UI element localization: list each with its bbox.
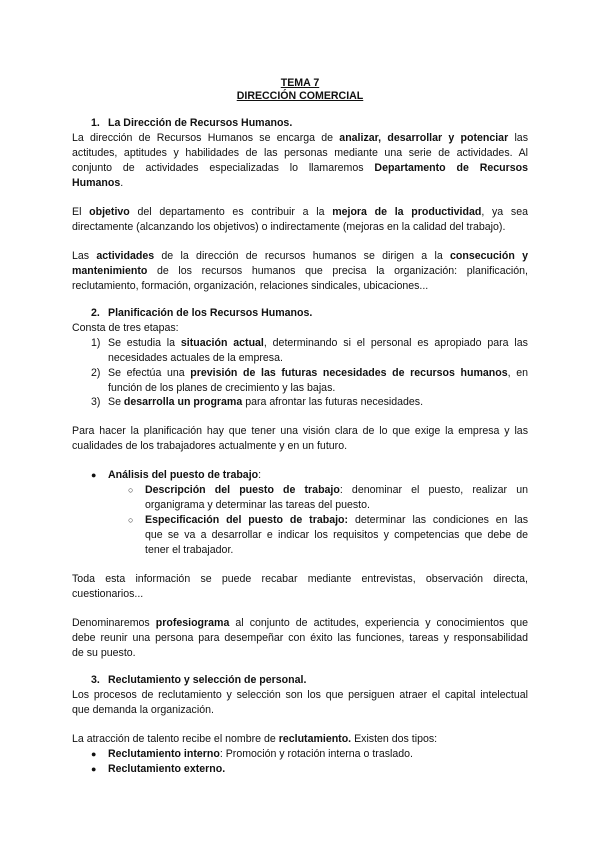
section-3-number: 3. [91,674,100,686]
paragraph-line: debe reunir una persona para desempeñar con éxito las funciones, tareas y responsabilidad [72,632,528,644]
paragraph-line: La dirección de Recursos Humanos se encarga de analizar, desarrollar y potenciar las [72,132,528,144]
paragraph-line: directamente (alcanzando los objetivos) o indirectamente (mejoras en la calidad del trabajo). [72,221,506,233]
step-number: 3) [91,396,101,408]
sub-item-line: Descripción del puesto de trabajo: denominar el puesto, realizar un [145,484,528,496]
list-item: Reclutamiento interno: Promoción y rotación interna o traslado. [108,748,413,760]
paragraph-line: La atracción de talento recibe el nombre de reclutamiento. Existen dos tipos: [72,733,438,745]
paragraph-line: Las actividades de la dirección de recursos humanos se dirigen a la consecución y [72,250,528,262]
paragraph-line: Para hacer la planificación hay que tener una visión clara de lo que exige la empresa y las [72,425,528,437]
section-3-heading: Reclutamiento y selección de personal. [108,674,307,686]
title-line-2: DIRECCIÓN COMERCIAL [236,90,364,102]
paragraph-line: mantenimiento de los recursos humanos que precisa la organización: planificación, [72,265,528,277]
paragraph-line: El objetivo del departamento es contribuir a la mejora de la productividad, ya sea [72,206,528,218]
paragraph-line: que demanda la organización. [72,704,214,716]
step-line: Se desarrolla un programa para afrontar las futuras necesidades. [108,396,424,408]
sub-item-line: tener el trabajador. [145,544,234,556]
step-number: 2) [91,367,101,379]
paragraph-line: de su puesto. [72,647,136,659]
bullet-icon: ● [91,470,97,480]
bullet-icon: ● [91,749,97,759]
sub-item-line: Especificación del puesto de trabajo: determinar las condiciones en las [145,514,529,526]
bullet-icon: ● [91,764,97,774]
circle-bullet-icon: ○ [128,515,134,525]
step-line: Se efectúa una previsión de las futuras necesidades de recursos humanos, en [108,367,529,379]
step-line: función de los planes de crecimiento y las bajas. [108,382,336,394]
circle-bullet-icon: ○ [128,485,134,495]
section-1-number: 1. [91,117,100,129]
section-2-number: 2. [91,307,100,319]
section-1-heading: La Dirección de Recursos Humanos. [108,117,293,129]
list-item: Reclutamiento externo. [108,763,226,775]
paragraph-line: Toda esta información se puede recabar mediante entrevistas, observación directa, [72,573,528,585]
section-2-heading: Planificación de los Recursos Humanos. [108,307,313,319]
analysis-heading: Análisis del puesto de trabajo: [108,469,262,481]
sub-item-line: que se va a desarrollar e indicar los requisitos y competencias que debe de [145,529,528,541]
paragraph-line: actitudes, aptitudes y habilidades de las personas mediante una serie de actividades. Al [72,147,528,159]
paragraph-line: Humanos. [72,177,124,189]
title-line-1: TEMA 7 [280,77,320,89]
paragraph-line: conjunto de actividades especializadas lo llamaremos Departamento de Recursos [72,162,528,174]
step-line: Se estudia la situación actual, determinando si el personal es apropiado para las [108,337,528,349]
paragraph-line: Denominaremos profesiograma al conjunto de actitudes, experiencia y conocimientos que [72,617,528,629]
paragraph-line: cualidades de los trabajadores actualmente y en un futuro. [72,440,348,452]
step-line: necesidades actuales de la empresa. [108,352,283,364]
paragraph-line: reclutamiento, formación, organización, relaciones sindicales, ubicaciones... [72,280,429,292]
sub-item-line: organigrama y determinar las tareas del puesto. [145,499,370,511]
step-number: 1) [91,337,101,349]
paragraph-line: cuestionarios... [72,588,144,600]
paragraph-line: Los procesos de reclutamiento y selección son los que persiguen atraer el capital intelectual [72,689,528,701]
paragraph-line: Consta de tres etapas: [72,322,179,334]
